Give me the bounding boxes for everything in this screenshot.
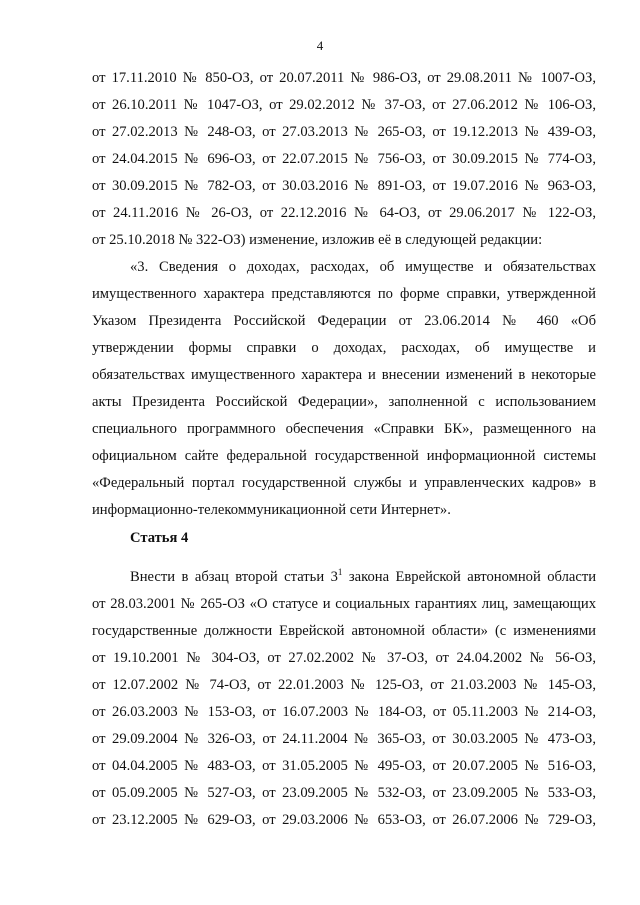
article-intro-text-rest: закона Еврейской автономной области <box>342 569 596 585</box>
text-line: от 12.07.2002 № 74-ОЗ, от 22.01.2003 № 125-ОЗ, от 21.03.2003 № 145-ОЗ, <box>92 677 596 693</box>
text-line: от 17.11.2010 № 850-ОЗ, от 20.07.2011 № 986-ОЗ, от 29.08.2011 № 1007-ОЗ, <box>92 70 596 86</box>
text-line: государственные должности Еврейской автономной области» (с изменениями <box>92 623 596 639</box>
quote-line: официальном сайте федеральной государственной информационной системы <box>92 448 596 464</box>
text-line: от 26.03.2003 № 153-ОЗ, от 16.07.2003 № 184-ОЗ, от 05.11.2003 № 214-ОЗ, <box>92 704 596 720</box>
quote-line: утверждении формы справки о доходах, расходах, об имуществе и <box>92 340 596 356</box>
quote-line: акты Президента Российской Федерации», заполненной с использованием <box>92 394 596 410</box>
quote-line: обязательствах имущественного характера и внесении изменений в некоторые <box>92 367 596 383</box>
quote-line: специального программного обеспечения «Справки БК», размещенного на <box>92 421 596 437</box>
quote-line: «Федеральный портал государственной службы и управленческих кадров» в <box>92 475 596 491</box>
text-line: от 04.04.2005 № 483-ОЗ, от 31.05.2005 № 495-ОЗ, от 20.07.2005 № 516-ОЗ, <box>92 758 596 774</box>
text-line: от 05.09.2005 № 527-ОЗ, от 23.09.2005 № 532-ОЗ, от 23.09.2005 № 533-ОЗ, <box>92 785 596 801</box>
text-line: от 19.10.2001 № 304-ОЗ, от 27.02.2002 № 37-ОЗ, от 24.04.2002 № 56-ОЗ, <box>92 650 596 666</box>
quote-line: имущественного характера представляются по форме справки, утвержденной <box>92 286 596 302</box>
text-line: от 30.09.2015 № 782-ОЗ, от 30.03.2016 № 891-ОЗ, от 19.07.2016 № 963-ОЗ, <box>92 178 596 194</box>
quote-line: «3. Сведения о доходах, расходах, об имуществе и обязательствах <box>130 259 596 275</box>
text-line: от 24.11.2016 № 26-ОЗ, от 22.12.2016 № 64-ОЗ, от 29.06.2017 № 122-ОЗ, <box>92 205 596 221</box>
article-heading: Статья 4 <box>130 530 189 546</box>
text-line: от 24.04.2015 № 696-ОЗ, от 22.07.2015 № 756-ОЗ, от 30.09.2015 № 774-ОЗ, <box>92 151 596 167</box>
quote-line: Указом Президента Российской Федерации от 23.06.2014 № 460 «Об <box>92 313 596 329</box>
article-intro-text: Внести в абзац второй статьи 3 <box>130 569 338 585</box>
text-line: от 29.09.2004 № 326-ОЗ, от 24.11.2004 № 365-ОЗ, от 30.03.2005 № 473-ОЗ, <box>92 731 596 747</box>
text-line: от 27.02.2013 № 248-ОЗ, от 27.03.2013 № 265-ОЗ, от 19.12.2013 № 439-ОЗ, <box>92 124 596 140</box>
text-line: от 23.12.2005 № 629-ОЗ, от 29.03.2006 № 653-ОЗ, от 26.07.2006 № 729-ОЗ, <box>92 812 596 828</box>
text-line: от 26.10.2011 № 1047-ОЗ, от 29.02.2012 № 37-ОЗ, от 27.06.2012 № 106-ОЗ, <box>92 97 596 113</box>
quote-line: информационно-телекоммуникационной сети Интернет». <box>92 502 451 518</box>
article-number-superscript: 1 <box>337 567 343 577</box>
text-line: от 25.10.2018 № 322-ОЗ) изменение, изложив её в следующей редакции: <box>92 232 543 248</box>
article-intro-line <box>130 566 596 588</box>
text-line: от 28.03.2001 № 265-ОЗ «О статусе и социальных гарантиях лиц, замещающих <box>92 596 596 612</box>
page-number: 4 <box>316 38 324 53</box>
